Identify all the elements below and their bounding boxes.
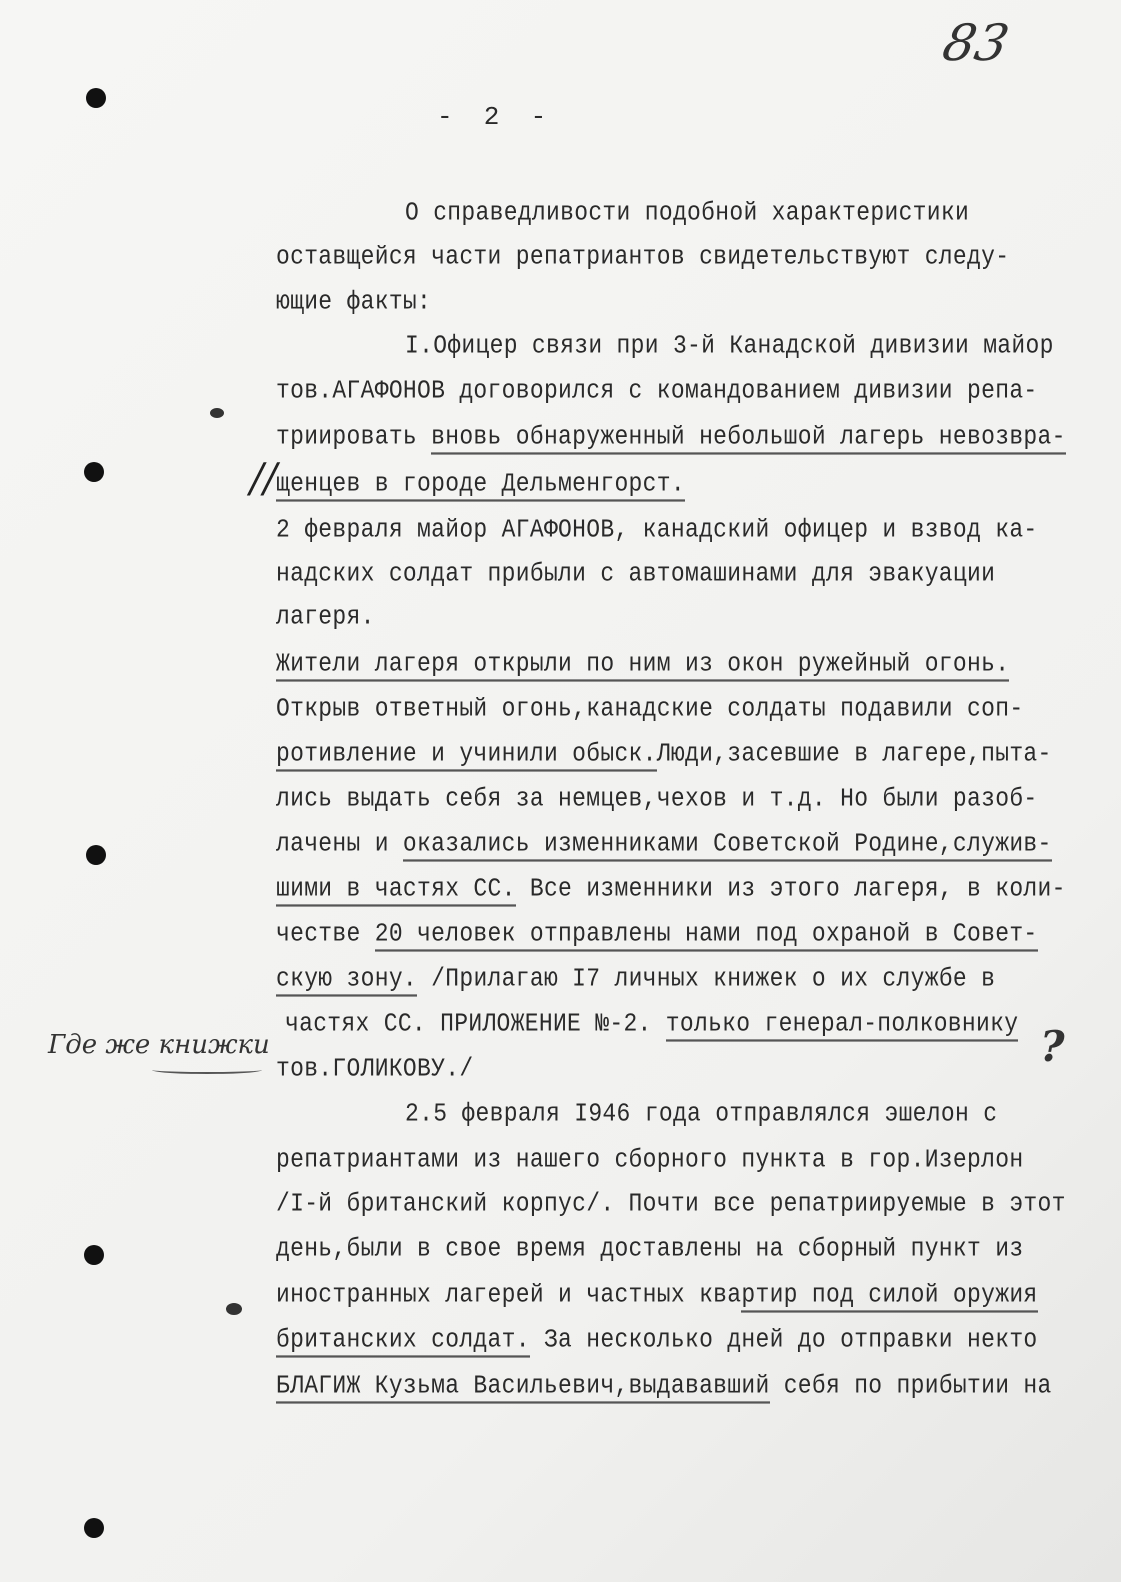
text-line xyxy=(276,241,1009,272)
text-segment: день,были в свое время доставлены на сборный пункт из xyxy=(276,1234,1024,1264)
text-line xyxy=(276,286,431,317)
handwritten-edit-mark: // xyxy=(250,456,277,502)
text-segment: За несколько дней до отправки некто xyxy=(529,1325,1038,1355)
text-line xyxy=(276,1370,1052,1401)
underlined-text: щенцев в городе Дельменгорст. xyxy=(276,469,685,501)
text-segment: I.Офицер связи при 3-й Канадской дивизии майор xyxy=(405,331,1054,361)
text-line xyxy=(276,468,685,499)
text-line xyxy=(405,197,969,228)
text-line xyxy=(276,873,1066,904)
text-line xyxy=(276,963,995,994)
ink-speck xyxy=(226,1303,242,1315)
text-segment: /Прилагаю I7 личных книжек о их службе в xyxy=(417,964,996,994)
text-line xyxy=(276,1279,1038,1310)
underlined-text: 20 человек отправлены нами под охраной в Совет- xyxy=(375,919,1038,951)
text-line xyxy=(276,601,375,632)
punch-hole xyxy=(84,1245,104,1265)
text-segment: Все изменники из этого лагеря, в коли- xyxy=(515,874,1066,904)
underlined-text: Жители лагеря открыли по ним из окон ружейный огонь. xyxy=(276,649,1009,681)
underlined-text: БЛАГИЖ Кузьма Васильевич,выдававший xyxy=(276,1371,770,1403)
text-line xyxy=(276,1324,1038,1355)
text-line xyxy=(276,1053,473,1084)
text-line xyxy=(405,1098,997,1129)
underlined-text: оказались изменниками Советской Родине,служив- xyxy=(403,829,1052,861)
text-segment: лись выдать себя за немцев,чехов и т.д. Но были разоб- xyxy=(276,784,1038,814)
text-line xyxy=(276,738,1052,769)
text-line xyxy=(405,330,1054,361)
text-line xyxy=(276,648,1009,679)
text-line xyxy=(276,514,1038,545)
text-segment: честве xyxy=(276,919,375,949)
text-line xyxy=(276,918,1038,949)
text-segment: оставщейся части репатриантов свидетельствуют следу- xyxy=(276,242,1010,272)
text-segment: тов.ГОЛИКОВУ./ xyxy=(276,1054,474,1084)
text-segment: Люди,засевшие в лагере,пыта- xyxy=(656,739,1052,769)
text-line xyxy=(276,375,1038,406)
page-number: - 2 - xyxy=(437,102,547,132)
margin-note-underline xyxy=(152,1066,262,1074)
text-segment: Открыв ответный огонь,канадские солдаты подавили соп- xyxy=(276,694,1024,724)
text-line xyxy=(285,1008,1018,1039)
text-segment: лачены и xyxy=(276,829,403,859)
text-segment: ющие факты: xyxy=(276,287,432,317)
punch-hole xyxy=(86,845,106,865)
ink-speck xyxy=(210,408,224,418)
text-line xyxy=(276,421,1066,452)
underlined-text: только генерал-полковнику xyxy=(666,1009,1019,1041)
underlined-text: скую зону. xyxy=(276,964,417,996)
punch-hole xyxy=(86,88,106,108)
text-segment: иностранных лагерей и частных ква xyxy=(276,1280,742,1310)
underlined-text: шими в частях СС. xyxy=(276,874,516,906)
text-line xyxy=(276,783,1038,814)
text-line xyxy=(276,828,1052,859)
punch-hole xyxy=(84,1518,104,1538)
text-segment: триировать xyxy=(276,422,432,452)
underlined-text: вновь обнаруженный небольшой лагерь невозвра- xyxy=(431,422,1066,454)
text-segment: репатриантами из нашего сборного пункта в гор.Изерлон xyxy=(276,1145,1024,1175)
punch-hole xyxy=(84,462,104,482)
text-segment: тов.АГАФОНОВ договорился с командованием дивизии репа- xyxy=(276,376,1038,406)
text-segment: лагеря. xyxy=(276,602,375,632)
text-segment: /I-й британский корпус/. Почти все репатриируемые в этот xyxy=(276,1189,1066,1219)
text-segment: 2.5 февраля I946 года отправлялся эшелон с xyxy=(405,1099,998,1129)
underlined-text: ртир под силой оружия xyxy=(741,1280,1037,1312)
underlined-text: ротивление и учинили обыск. xyxy=(276,739,657,771)
underlined-text: британских солдат. xyxy=(276,1325,530,1357)
text-segment: частях СС. ПРИЛОЖЕНИЕ №-2. xyxy=(285,1009,666,1039)
text-line xyxy=(276,558,995,589)
text-segment: надских солдат прибыли с автомашинами для эвакуации xyxy=(276,559,996,589)
handwritten-margin-note: Где же книжки xyxy=(48,1030,270,1060)
text-segment: 2 февраля майор АГАФОНОВ, канадский офицер и взвод ка- xyxy=(276,515,1038,545)
text-segment: себя по прибытии на xyxy=(769,1371,1052,1401)
text-line xyxy=(276,1144,1023,1175)
text-line xyxy=(276,693,1023,724)
text-line xyxy=(276,1233,1023,1264)
handwritten-question-mark: ? xyxy=(1040,1022,1065,1071)
text-line xyxy=(276,1188,1066,1219)
folio-number: 83 xyxy=(937,14,1014,72)
text-segment: О справедливости подобной характеристики xyxy=(405,198,970,228)
